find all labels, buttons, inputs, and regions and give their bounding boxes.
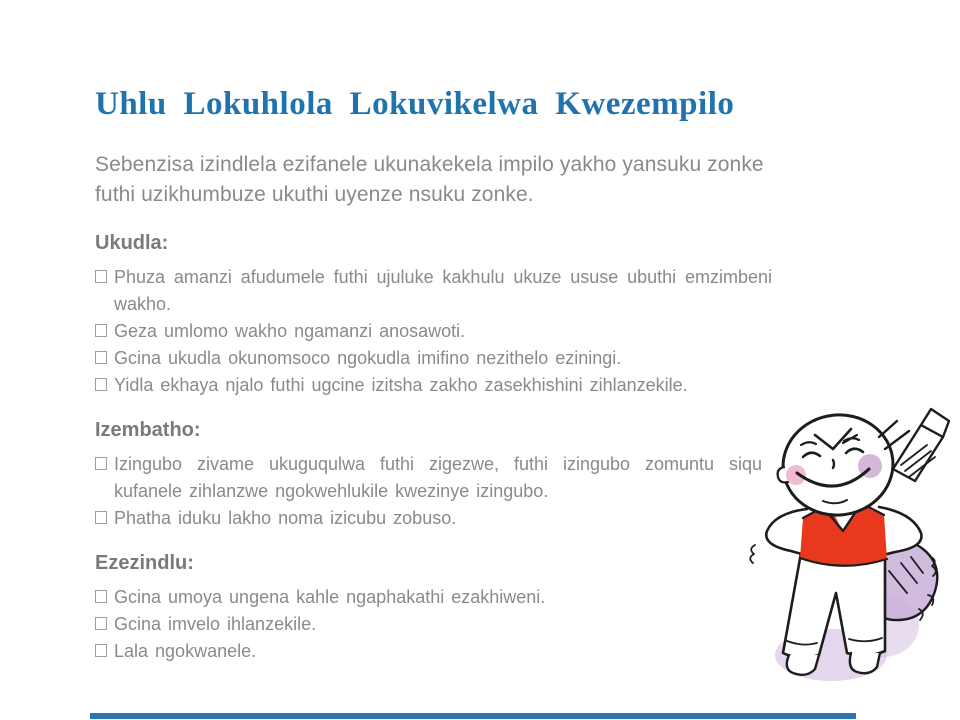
foot [850, 653, 880, 673]
checkbox-icon [95, 590, 107, 603]
checklist-item-text: Izingubo zivame ukuguqulwa futhi zigezwe, futhi izingubo zomuntu siqu kufanele zihlanzwe ngokwehlukile kwezinye izingubo. [114, 454, 762, 501]
checklist-item-text: Gcina ukudla okunomsoco ngokudla imifino nezithelo eziningi. [114, 348, 622, 368]
checkbox-icon [95, 617, 107, 630]
checklist-item [95, 318, 787, 345]
checklist-item [95, 505, 787, 532]
checklist-item [95, 345, 787, 372]
section-heading: Izembatho: [95, 419, 201, 441]
checklist-item [95, 264, 772, 318]
section-heading: Ezezindlu: [95, 552, 194, 574]
checklist-item-text: Phuza amanzi afudumele futhi ujuluke kakhulu ukuze ususe ubuthi emzimbeni wakho. [114, 267, 772, 314]
checklist-item [95, 611, 787, 638]
section-izembatho [95, 419, 787, 532]
checklist-item-text: Yidla ekhaya njalo futhi ugcine izitsha zakho zasekhishini zihlanzekile. [114, 375, 688, 395]
checkbox-icon [95, 324, 107, 337]
checklist-item [95, 584, 787, 611]
intro-paragraph: Sebenzisa izindlela ezifanele ukunakekela impilo yakho yansuku zonke futhi uzikhumbuze ukuthi uyenze nsuku zonke. [95, 153, 764, 206]
page-title: Uhlu Lokuhlola Lokuvikelwa Kwezempilo [95, 86, 735, 122]
section-ukudla [95, 232, 787, 399]
checklist-item [95, 372, 787, 399]
checklist-item-text: Gcina umoya ungena kahle ngaphakathi ezakhiweni. [114, 587, 546, 607]
checkbox-icon [95, 351, 107, 364]
checkbox-icon [95, 644, 107, 657]
checklist-item-text: Lala ngokwanele. [114, 641, 257, 661]
child-illustration [743, 403, 950, 700]
checklist-item-text: Gcina imvelo ihlanzekile. [114, 614, 317, 634]
checklist-item [95, 638, 787, 665]
footer-accent-bar [90, 713, 856, 719]
checklist-item-text: Geza umlomo wakho ngamanzi anosawoti. [114, 321, 466, 341]
checkbox-icon [95, 511, 107, 524]
checkbox-icon [95, 457, 107, 470]
checkbox-icon [95, 378, 107, 391]
checklist-item-text: Phatha iduku lakho noma izicubu zobuso. [114, 508, 457, 528]
section-ezezindlu [95, 552, 787, 665]
left-cheek [786, 465, 806, 485]
checklist-item [95, 451, 762, 505]
section-heading: Ukudla: [95, 232, 169, 254]
checkbox-icon [95, 270, 107, 283]
